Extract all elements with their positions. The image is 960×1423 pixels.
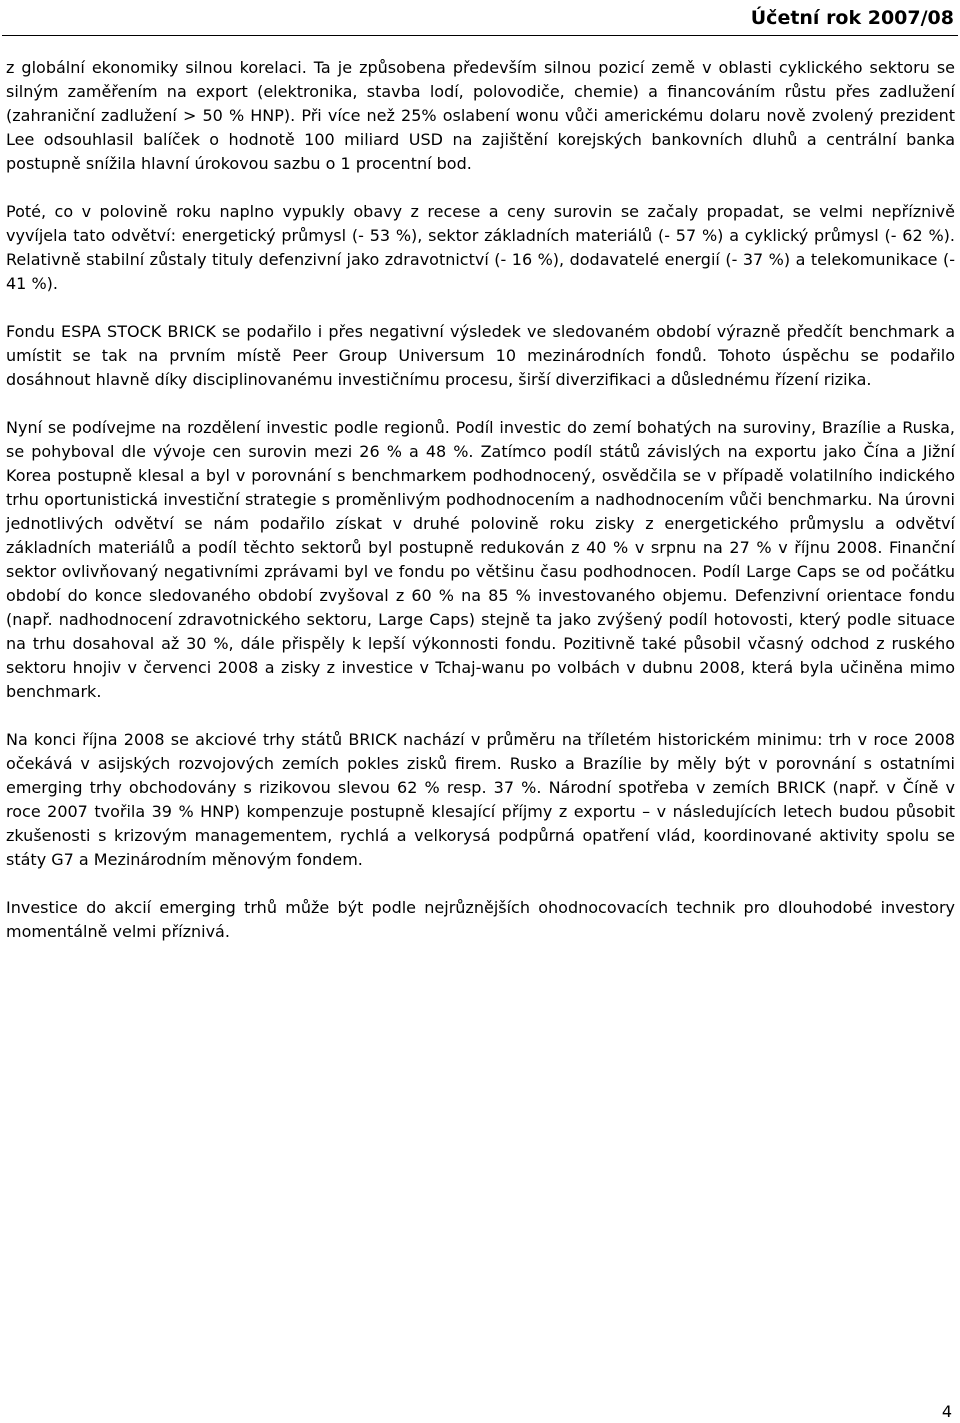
page-number: 4 xyxy=(941,1402,952,1421)
paragraph-regional-allocation: Nyní se podívejme na rozdělení investic podle regionů. Podíl investic do zemí bohatých na suroviny, Brazílie a Ruska, se pohyboval dle vývoje cen surovin mezi 26 % a 48 %. Zatímco podíl států závislých na exportu jako Čína a Jižní Korea postupně klesal a byl v porovnání s benchmarkem podhodnocený, osvědčila se v případě volatilního indického trhu oportunistická investiční strategie s proměnlivým podhodnocením a nadhodnocením vůči benchmarku. Na úrovni jednotlivých odvětví se nám podařilo získat v druhé polovině roku zisky z energetického průmyslu a odvětví základních materiálů a podíl těchto sektorů byl postupně redukován z 40 % v srpnu na 27 % v říjnu 2008. Finanční sektor ovlivňovaný negativními zprávami byl ve fondu po většinu času podhodnocen. Podíl Large Caps se od počátku období do konce sledovaného období zvyšoval z 60 % na 85 % investovaného objemu. Defenzivní orientace fondu (např. nadhodnocení zdravotnického sektoru, Large Caps) stejně ta jako zvýšený podíl hotovosti, který podle situace na trhu dosahoval až 30 %, dále přispěly k lepší výkonnosti fondu. Pozitivně také působil včasný odchod z ruského sektoru hnojiv v červenci 2008 a zisky z investice v Tchaj-wanu po volbách v dubnu 2008, která byla učiněna mimo benchmark. xyxy=(6,418,955,701)
document-body xyxy=(6,56,955,968)
paragraph-sector-performance: Poté, co v polovině roku naplno vypukly obavy z recese a ceny surovin se začaly propadat, se velmi nepříznivě vyvíjela tato odvětví: energetický průmysl (- 53 %), sektor základních materiálů (- 57 %) a cyklický průmysl (- 62 %). Relativně stabilní zůstaly tituly defenzivní jako zdravotnictví (- 16 %), dodavatelé energií (- 37 %) a telekomunikace (- 41 %). xyxy=(6,202,955,293)
page-header-title: Účetní rok 2007/08 xyxy=(750,7,954,29)
paragraph-conclusion: Investice do akcií emerging trhů může být podle nejrůznějších ohodnocovacích technik pro dlouhodobé investory momentálně velmi příznivá. xyxy=(6,898,955,941)
header-divider xyxy=(2,35,958,36)
paragraph-market-outlook: Na konci října 2008 se akciové trhy států BRICK nachází v průměru na tříletém historickém minimu: trh v roce 2008 očekává v asijských rozvojových zemích pokles zisků firem. Rusko a Brazílie by měly být v porovnání s ostatními emerging trhy obchodovány s rizikovou slevou 62 % resp. 37 %. Národní spotřeba v zemích BRICK (např. v Číně v roce 2007 tvořila 39 % HNP) kompenzuje postupně klesající příjmy z exportu – v následujících letech budou působit zkušenosti s krizovým managementem, rychlá a velkorysá podpůrná opatření vlád, koordinované aktivity spolu se státy G7 a Mezinárodním měnovým fondem. xyxy=(6,730,955,869)
paragraph-fund-result: Fondu ESPA STOCK BRICK se podařilo i přes negativní výsledek ve sledovaném období výrazně předčít benchmark a umístit se tak na prvním místě Peer Group Universum 10 mezinárodních fondů. Tohoto úspěchu se podařilo dosáhnout hlavně díky disciplinovanému investičnímu procesu, širší diverzifikaci a důslednému řízení rizika. xyxy=(6,322,955,389)
paragraph-korea-context: z globální ekonomiky silnou korelaci. Ta je způsobena především silnou pozicí země v oblasti cyklického sektoru se silným zaměřením na export (elektronika, stavba lodí, polovodiče, chemie) a financováním růstu přes zadlužení (zahraniční zadlužení > 50 % HNP). Při více než 25% oslabení wonu vůči americkému dolaru nově zvolený prezident Lee odsouhlasil balíček o hodnotě 100 miliard USD na zajištění korejských bankovních dluhů a centrální banka postupně snížila hlavní úrokovou sazbu o 1 procentní bod. xyxy=(6,58,955,173)
